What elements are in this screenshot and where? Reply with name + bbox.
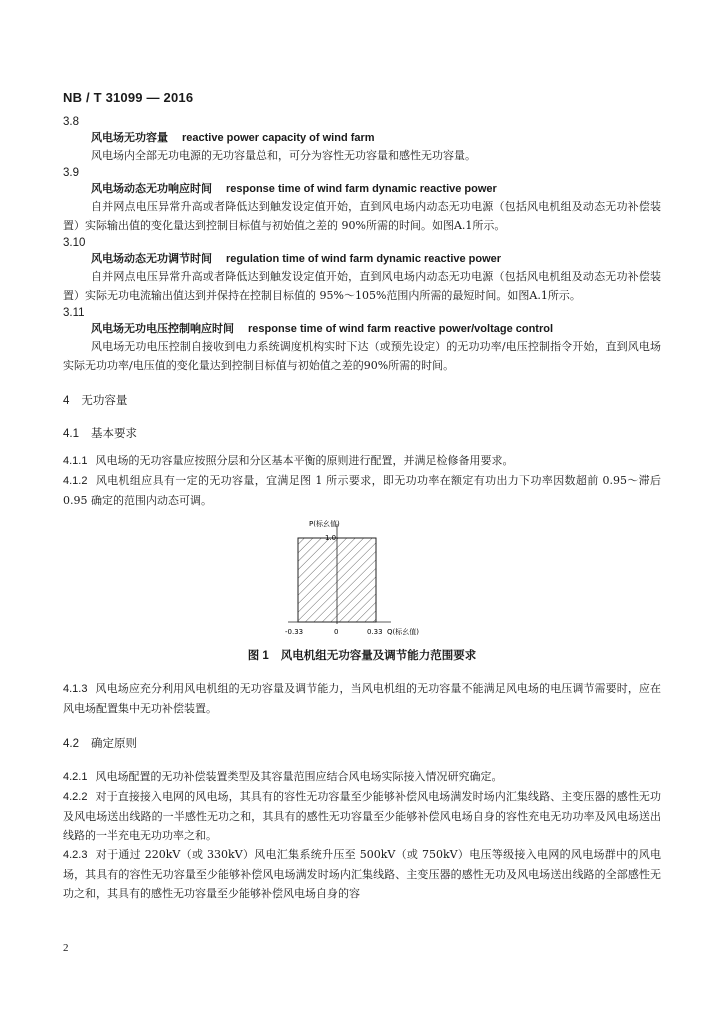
q-tick-zero: 0 bbox=[334, 628, 339, 636]
section-number: 4.2 bbox=[63, 738, 79, 750]
definition-3-9: 自并网点电压异常升高或者降低达到触发设定值开始，直到风电场内动态无功电源（包括风电机组及动态无功补偿装置）实际输出值的变化量达到控制目标值与初始值之差的 90%所需的时间。如图A.1所示。 bbox=[63, 200, 661, 232]
clause-number: 4.2.2 bbox=[63, 791, 88, 803]
term-zh: 风电场无功电压控制响应时间 bbox=[91, 322, 234, 335]
clause-number: 4.1.3 bbox=[63, 683, 88, 695]
page-header-standard-code: NB / T 31099 — 2016 bbox=[63, 90, 194, 105]
clause-number-3-10: 3.10 bbox=[63, 237, 86, 249]
definition-3-8: 风电场内全部无功电源的无功容量总和，可分为容性无功容量和感性无功容量。 bbox=[91, 149, 476, 162]
figure-1-diagram bbox=[63, 516, 661, 642]
clause-4-2-3 bbox=[63, 845, 661, 903]
p-axis-label: P(标幺值) bbox=[309, 520, 340, 528]
clause-number: 4.2.3 bbox=[63, 849, 88, 861]
figure-1-caption bbox=[63, 646, 661, 665]
document-body bbox=[63, 114, 661, 903]
clause-number-3-8: 3.8 bbox=[63, 116, 79, 128]
definition-3-11: 风电场无功电压控制自接收到电力系统调度机构实时下达（或预先设定）的无功功率/电压控制指令开始，直到风电场实际无功功率/电压值的变化量达到控制目标值与初始值之差的90%所需的时间。 bbox=[63, 340, 661, 372]
clause-number-3-9: 3.9 bbox=[63, 167, 79, 179]
term-en: response time of wind farm reactive power/voltage control bbox=[248, 323, 554, 335]
clause-text: 风电场配置的无功补偿装置类型及其容量范围应结合风电场实际接入情况研究确定。 bbox=[95, 770, 503, 783]
section-number: 4.1 bbox=[63, 428, 79, 440]
clause-number: 4.1.2 bbox=[63, 475, 88, 487]
clause-number-3-11: 3.11 bbox=[63, 307, 85, 319]
q-tick-pos: 0.33 bbox=[367, 628, 383, 636]
clause-text: 风电场的无功容量应按照分层和分区基本平衡的原则进行配置，并满足检修备用要求。 bbox=[95, 454, 514, 467]
clause-4-1-2 bbox=[63, 471, 661, 510]
clause-number: 4.2.1 bbox=[63, 771, 88, 783]
section-title: 无功容量 bbox=[81, 393, 128, 407]
section-heading-4-2 bbox=[63, 734, 661, 753]
term-en: response time of wind farm dynamic reactive power bbox=[226, 183, 497, 195]
term-zh: 风电场动态无功调节时间 bbox=[91, 252, 212, 265]
term-3-8 bbox=[63, 130, 661, 146]
term-zh: 风电场动态无功响应时间 bbox=[91, 182, 212, 195]
clause-4-2-1 bbox=[63, 767, 661, 787]
figure-title: 风电机组无功容量及调节能力范围要求 bbox=[280, 648, 477, 662]
term-3-10 bbox=[63, 251, 661, 267]
clause-4-2-2 bbox=[63, 787, 661, 845]
term-3-9 bbox=[63, 181, 661, 197]
figure-1 bbox=[63, 516, 661, 642]
q-tick-neg: -0.33 bbox=[285, 628, 304, 636]
term-en: regulation time of wind farm dynamic reactive power bbox=[226, 253, 502, 265]
term-3-11 bbox=[63, 321, 661, 337]
term-en: reactive power capacity of wind farm bbox=[182, 132, 375, 144]
term-zh: 风电场无功容量 bbox=[91, 131, 168, 144]
clause-4-1-3 bbox=[63, 679, 661, 718]
clause-text: 对于通过 220kV（或 330kV）风电汇集系统升压至 500kV（或 750kV）电压等级接入电网的风电场群中的风电场，其具有的容性无功容量至少能够补偿风电场满发时场内汇集线路、主变压器的感性无功及风电场送出线路的全部感性无功之和，其具有的感性无功容量至少能够补偿风电场自身的容 bbox=[63, 848, 661, 900]
clause-text: 对于直接接入电网的风电场，其具有的容性无功容量至少能够补偿风电场满发时场内汇集线路、主变压器的感性无功及风电场送出线路的一半感性无功之和，其具有的感性无功容量至少能够补偿风电场自身的容性充电无功功率及风电场送出线路的一半充电无功功率之和。 bbox=[63, 790, 661, 842]
clause-text: 风电场应充分利用风电机组的无功容量及调节能力，当风电机组的无功容量不能满足风电场的电压调节需要时，应在风电场配置集中无功补偿装置。 bbox=[63, 682, 661, 715]
clause-text: 风电机组应具有一定的无功容量，宜满足图 1 所示要求，即无功功率在额定有功出力下功率因数超前 0.95～滞后 0.95 确定的范围内动态可调。 bbox=[63, 474, 661, 507]
section-title: 确定原则 bbox=[91, 736, 137, 750]
section-heading-4-1 bbox=[63, 424, 661, 443]
q-axis-label: Q(标幺值) bbox=[387, 628, 419, 636]
section-number: 4 bbox=[63, 395, 70, 407]
definition-3-10: 自并网点电压异常升高或者降低达到触发设定值开始，直到风电场内动态无功电源（包括风电机组及动态无功补偿装置）实际无功电流输出值达到并保持在控制目标值的 95%～105%范围内所需的最短时间。如图A.1所示。 bbox=[63, 270, 661, 302]
figure-number: 图 1 bbox=[247, 650, 269, 662]
section-heading-4 bbox=[63, 391, 661, 410]
section-title: 基本要求 bbox=[91, 426, 137, 440]
page-number: 2 bbox=[63, 942, 69, 954]
p-max-label: 1.0 bbox=[325, 534, 337, 542]
clause-number: 4.1.1 bbox=[63, 455, 88, 467]
clause-4-1-1 bbox=[63, 451, 661, 471]
